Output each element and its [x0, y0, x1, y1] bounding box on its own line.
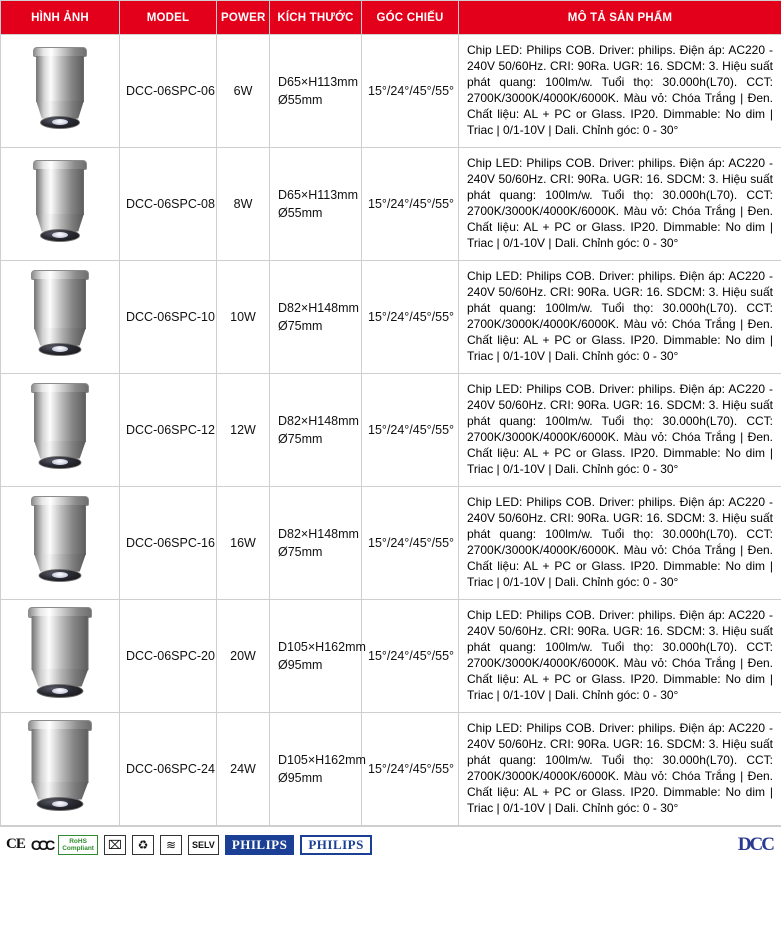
description-value: Chip LED: Philips COB. Driver: philips. Điện áp: AC220 - 240V 50/60Hz. CRI: 90Ra. UGR: 16. SDCM: 3. Hiệu suất phát quang: 100lm/w. Tuổi thọ: 30.000h(L70). CCT: 2700K/3000K/4000K/6000K. Màu vỏ: Chóa Trắng | Đen. Chất liệu: AL + PC or Glass. IP20. Dimmable: No dim | Triac | 0/1-10V | Dali. Chỉnh góc: 0 - 30°: [459, 487, 781, 600]
product-image-cell: [1, 600, 120, 713]
product-image-cell: [1, 35, 120, 148]
table-row: [1, 261, 781, 374]
beam-angle-value: 15°/24°/45°/55°: [362, 713, 459, 826]
beam-angle-value: 15°/24°/45°/55°: [362, 261, 459, 374]
table-row: [1, 374, 781, 487]
beam-angle-value: 15°/24°/45°/55°: [362, 374, 459, 487]
size-line-1: D65×H113mm: [278, 74, 359, 89]
product-image-cell: [1, 148, 120, 261]
beam-angle-value: 15°/24°/45°/55°: [362, 487, 459, 600]
downlight-spotlight-icon: [27, 720, 93, 816]
downlight-spotlight-icon: [30, 270, 90, 362]
size-line-2: Ø75mm: [278, 432, 323, 446]
power-value: 6W: [217, 35, 270, 148]
size-line-2: Ø95mm: [278, 658, 323, 672]
ce-mark-icon: CE: [6, 836, 25, 852]
table-row: [1, 487, 781, 600]
size-line-1: D105×H162mm: [278, 752, 366, 767]
column-header-model: MODEL: [120, 1, 217, 35]
size-line-2: Ø75mm: [278, 545, 323, 559]
power-value: 24W: [217, 713, 270, 826]
downlight-spotlight-icon: [30, 496, 90, 588]
product-image-cell: [1, 261, 120, 374]
dcc-brand-logo: DCC: [737, 833, 773, 855]
rohs-line-2: Compliant: [62, 844, 94, 852]
size-line-1: D65×H113mm: [278, 187, 359, 202]
size-value: [270, 487, 362, 600]
power-value: 16W: [217, 487, 270, 600]
model-value: DCC-06SPC-12: [120, 374, 217, 487]
model-value: DCC-06SPC-16: [120, 487, 217, 600]
size-value: [270, 713, 366, 826]
size-line-2: Ø55mm: [278, 93, 323, 107]
rohs-line-1: RoHS: [69, 837, 87, 845]
column-header-image: HÌNH ẢNH: [1, 1, 120, 35]
size-line-2: Ø55mm: [278, 206, 323, 220]
rohs-mark-icon: [58, 835, 98, 855]
power-value: 8W: [217, 148, 270, 261]
size-value: [270, 374, 362, 487]
no-uv-icon: ≋: [160, 835, 182, 855]
table-header: [1, 1, 781, 35]
no-trash-bin-icon: ⌧: [104, 835, 126, 855]
description-value: Chip LED: Philips COB. Driver: philips. Điện áp: AC220 - 240V 50/60Hz. CRI: 90Ra. UGR: 16. SDCM: 3. Hiệu suất phát quang: 100lm/w. Tuổi thọ: 30.000h(L70). CCT: 2700K/3000K/4000K/6000K. Màu vỏ: Chóa Trắng | Đen. Chất liệu: AL + PC or Glass. IP20. Dimmable: No dim | Triac | 0/1-10V | Dali. Chỉnh góc: 0 - 30°: [459, 35, 781, 148]
certification-footer: [0, 826, 781, 862]
beam-angle-value: 15°/24°/45°/55°: [362, 600, 459, 713]
model-value: DCC-06SPC-24: [120, 713, 217, 826]
philips-logo-filled-icon: PHILIPS: [225, 835, 295, 855]
description-value: Chip LED: Philips COB. Driver: philips. Điện áp: AC220 - 240V 50/60Hz. CRI: 90Ra. UGR: 16. SDCM: 3. Hiệu suất phát quang: 100lm/w. Tuổi thọ: 30.000h(L70). CCT: 2700K/3000K/4000K/6000K. Màu vỏ: Chóa Trắng | Đen. Chất liệu: AL + PC or Glass. IP20. Dimmable: No dim | Triac | 0/1-10V | Dali. Chỉnh góc: 0 - 30°: [459, 600, 781, 713]
description-value: Chip LED: Philips COB. Driver: philips. Điện áp: AC220 - 240V 50/60Hz. CRI: 90Ra. UGR: 16. SDCM: 3. Hiệu suất phát quang: 100lm/w. Tuổi thọ: 30.000h(L70). CCT: 2700K/3000K/4000K/6000K. Màu vỏ: Chóa Trắng | Đen. Chất liệu: AL + PC or Glass. IP20. Dimmable: No dim | Triac | 0/1-10V | Dali. Chỉnh góc: 0 - 30°: [459, 148, 781, 261]
column-header-power: POWER: [217, 1, 270, 35]
recycle-icon: ♻: [132, 835, 154, 855]
product-image-cell: [1, 374, 120, 487]
table-row: [1, 713, 781, 826]
table-row: [1, 148, 781, 261]
column-header-size: KÍCH THƯỚC: [270, 1, 362, 35]
size-line-2: Ø95mm: [278, 771, 323, 785]
size-line-1: D82×H148mm: [278, 413, 359, 428]
downlight-spotlight-icon: [32, 160, 88, 246]
table-row: [1, 600, 781, 713]
size-line-1: D105×H162mm: [278, 639, 366, 654]
description-value: Chip LED: Philips COB. Driver: philips. Điện áp: AC220 - 240V 50/60Hz. CRI: 90Ra. UGR: 16. SDCM: 3. Hiệu suất phát quang: 100lm/w. Tuổi thọ: 30.000h(L70). CCT: 2700K/3000K/4000K/6000K. Màu vỏ: Chóa Trắng | Đen. Chất liệu: AL + PC or Glass. IP20. Dimmable: No dim | Triac | 0/1-10V | Dali. Chỉnh góc: 0 - 30°: [459, 713, 781, 826]
size-value: [270, 35, 362, 148]
size-line-1: D82×H148mm: [278, 300, 359, 315]
selv-mark-icon: SELV: [188, 835, 219, 855]
product-image-cell: [1, 487, 120, 600]
model-value: DCC-06SPC-10: [120, 261, 217, 374]
certification-badges: [6, 835, 372, 855]
downlight-spotlight-icon: [32, 47, 88, 133]
description-value: Chip LED: Philips COB. Driver: philips. Điện áp: AC220 - 240V 50/60Hz. CRI: 90Ra. UGR: 16. SDCM: 3. Hiệu suất phát quang: 100lm/w. Tuổi thọ: 30.000h(L70). CCT: 2700K/3000K/4000K/6000K. Màu vỏ: Chóa Trắng | Đen. Chất liệu: AL + PC or Glass. IP20. Dimmable: No dim | Triac | 0/1-10V | Dali. Chỉnh góc: 0 - 30°: [459, 374, 781, 487]
beam-angle-value: 15°/24°/45°/55°: [362, 148, 459, 261]
description-value: Chip LED: Philips COB. Driver: philips. Điện áp: AC220 - 240V 50/60Hz. CRI: 90Ra. UGR: 16. SDCM: 3. Hiệu suất phát quang: 100lm/w. Tuổi thọ: 30.000h(L70). CCT: 2700K/3000K/4000K/6000K. Màu vỏ: Chóa Trắng | Đen. Chất liệu: AL + PC or Glass. IP20. Dimmable: No dim | Triac | 0/1-10V | Dali. Chỉnh góc: 0 - 30°: [459, 261, 781, 374]
model-value: DCC-06SPC-08: [120, 148, 217, 261]
power-value: 12W: [217, 374, 270, 487]
philips-logo-outline-icon: PHILIPS: [300, 835, 372, 855]
header-row: [1, 1, 781, 35]
ccc-mark-icon: CCC: [30, 836, 53, 853]
model-value: DCC-06SPC-20: [120, 600, 217, 713]
size-line-2: Ø75mm: [278, 319, 323, 333]
model-value: DCC-06SPC-06: [120, 35, 217, 148]
power-value: 20W: [217, 600, 270, 713]
power-value: 10W: [217, 261, 270, 374]
product-image-cell: [1, 713, 120, 826]
table-row: [1, 35, 781, 148]
beam-angle-value: 15°/24°/45°/55°: [362, 35, 459, 148]
size-value: [270, 261, 362, 374]
column-header-description: MÔ TẢ SẢN PHẨM: [459, 1, 781, 35]
table-body: [1, 35, 781, 826]
size-line-1: D82×H148mm: [278, 526, 359, 541]
downlight-spotlight-icon: [30, 383, 90, 475]
column-header-beam-angle: GÓC CHIẾU: [362, 1, 459, 35]
downlight-spotlight-icon: [27, 607, 93, 703]
size-value: [270, 148, 362, 261]
size-value: [270, 600, 366, 713]
